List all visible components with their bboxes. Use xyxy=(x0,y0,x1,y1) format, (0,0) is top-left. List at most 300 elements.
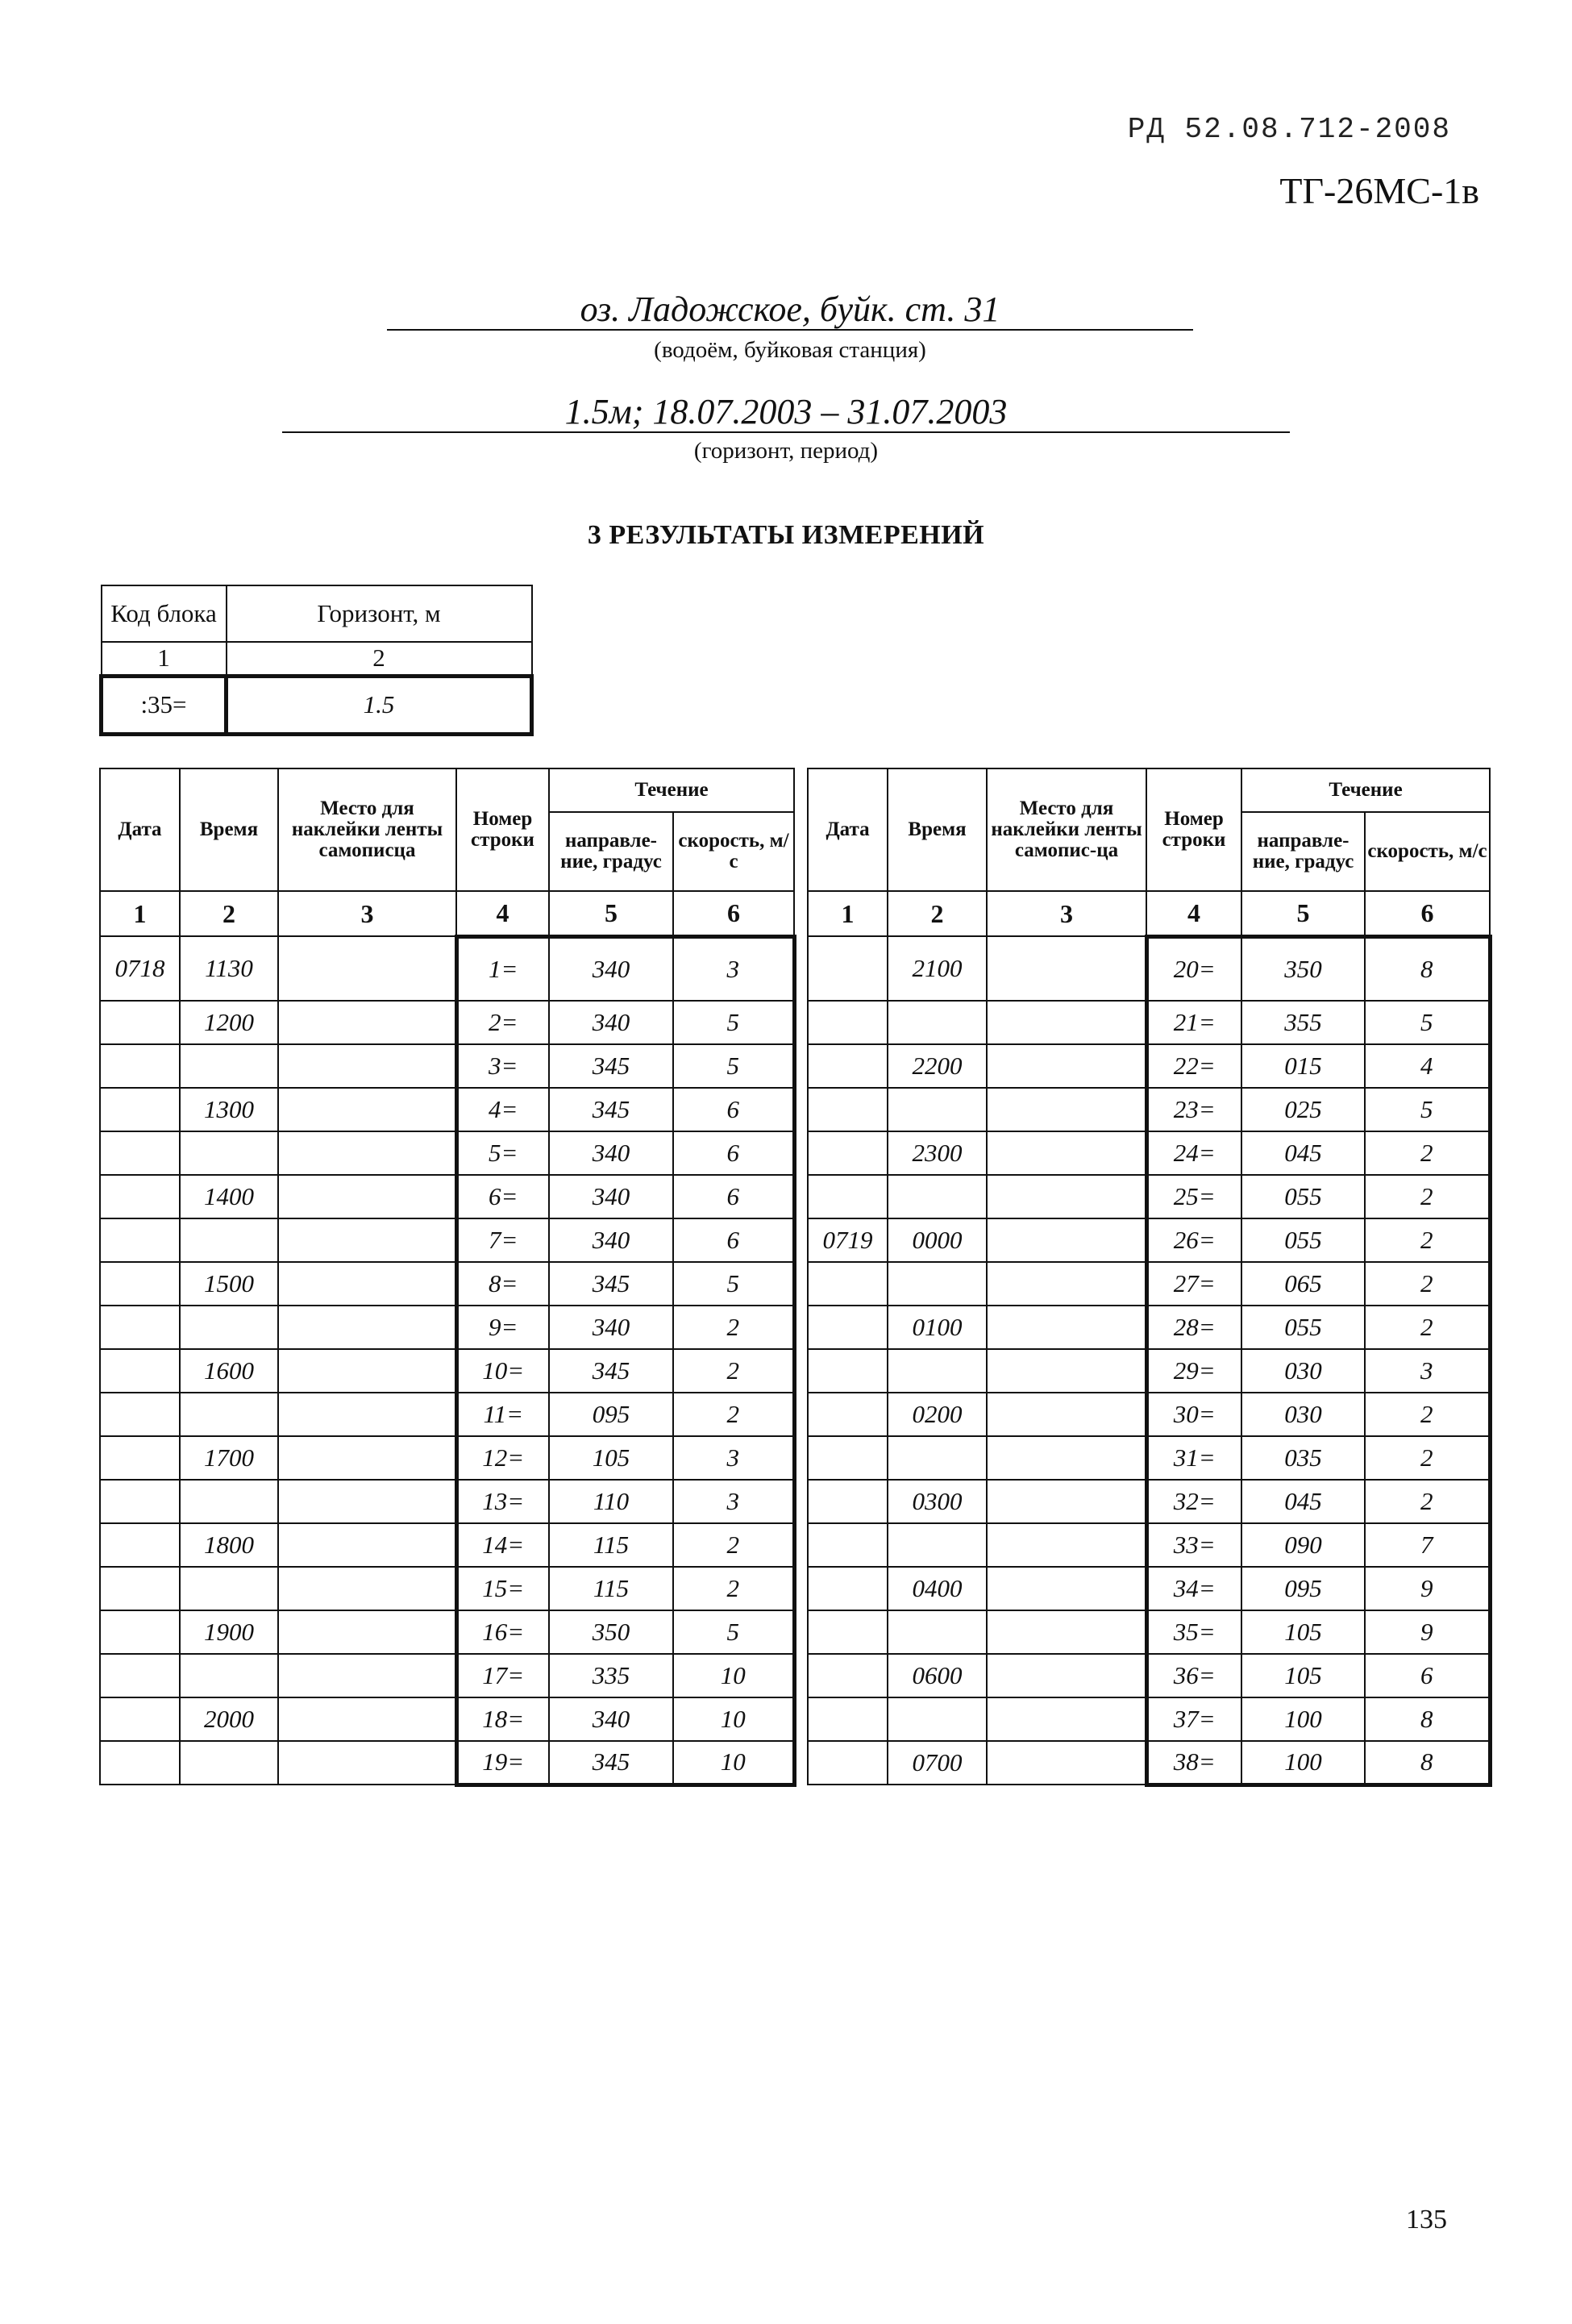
place-cell xyxy=(987,1306,1146,1349)
line-number-cell: 27= xyxy=(1146,1262,1241,1306)
speed-cell: 9 xyxy=(1365,1610,1490,1654)
place-cell xyxy=(987,1567,1146,1610)
column-number: 2 xyxy=(180,891,278,936)
speed-cell: 8 xyxy=(1365,1697,1490,1741)
time-cell: 0700 xyxy=(888,1741,987,1785)
line-number-cell: 37= xyxy=(1146,1697,1241,1741)
date-cell xyxy=(808,1175,888,1218)
direction-cell: 350 xyxy=(1241,936,1365,1001)
date-cell xyxy=(808,1567,888,1610)
time-cell xyxy=(888,1088,987,1131)
speed-cell: 5 xyxy=(1365,1001,1490,1044)
table-row xyxy=(100,936,1490,1001)
time-header: Время xyxy=(180,768,278,891)
line-number-cell: 17= xyxy=(456,1654,549,1697)
place-cell xyxy=(987,1131,1146,1175)
table-gap xyxy=(794,1175,808,1218)
date-cell: 0719 xyxy=(808,1218,888,1262)
place-cell xyxy=(987,1218,1146,1262)
table-gap xyxy=(794,1218,808,1262)
speed-cell: 5 xyxy=(673,1262,794,1306)
column-number: 3 xyxy=(987,891,1146,936)
place-cell xyxy=(987,1349,1146,1393)
line-number-cell: 23= xyxy=(1146,1088,1241,1131)
place-cell xyxy=(278,1262,456,1306)
direction-cell: 065 xyxy=(1241,1262,1365,1306)
time-cell xyxy=(180,1480,278,1523)
date-cell xyxy=(808,1697,888,1741)
place-cell xyxy=(987,1088,1146,1131)
place-header: Место для наклейки ленты самописца xyxy=(278,768,456,891)
place-cell xyxy=(278,1393,456,1436)
time-cell: 0000 xyxy=(888,1218,987,1262)
table-row xyxy=(100,1480,1490,1523)
speed-cell: 2 xyxy=(1365,1306,1490,1349)
speed-cell: 5 xyxy=(1365,1088,1490,1131)
table-row xyxy=(100,1697,1490,1741)
line-number-cell: 30= xyxy=(1146,1393,1241,1436)
table-gap xyxy=(794,1088,808,1131)
speed-header: скорость, м/с xyxy=(1365,812,1490,891)
date-cell xyxy=(100,1218,180,1262)
time-cell: 1900 xyxy=(180,1610,278,1654)
direction-cell: 105 xyxy=(1241,1654,1365,1697)
time-cell: 0200 xyxy=(888,1393,987,1436)
table-gap xyxy=(794,936,808,1001)
table-row xyxy=(100,1436,1490,1480)
date-cell xyxy=(100,1610,180,1654)
date-cell xyxy=(100,1654,180,1697)
column-number: 4 xyxy=(1146,891,1241,936)
horizon-period-field xyxy=(282,394,1290,433)
line-number-cell: 18= xyxy=(456,1697,549,1741)
place-cell xyxy=(278,1131,456,1175)
line-number-header: Номер строки xyxy=(1146,768,1241,891)
table-gap xyxy=(794,1697,808,1741)
table-row xyxy=(100,1567,1490,1610)
direction-cell: 340 xyxy=(549,1697,673,1741)
date-cell xyxy=(808,1741,888,1785)
table-gap xyxy=(794,1131,808,1175)
line-number-cell: 24= xyxy=(1146,1131,1241,1175)
line-number-cell: 14= xyxy=(456,1523,549,1567)
table-gap xyxy=(794,1654,808,1697)
station-field xyxy=(387,289,1193,331)
place-cell xyxy=(987,1001,1146,1044)
direction-cell: 100 xyxy=(1241,1741,1365,1785)
speed-cell: 2 xyxy=(673,1393,794,1436)
speed-cell: 2 xyxy=(1365,1218,1490,1262)
date-cell xyxy=(808,1001,888,1044)
date-cell xyxy=(808,1044,888,1088)
line-number-cell: 33= xyxy=(1146,1523,1241,1567)
table-row xyxy=(100,1741,1490,1785)
station-value: оз. Ладожское, буйк. ст. 31 xyxy=(580,289,1000,329)
time-cell: 2000 xyxy=(180,1697,278,1741)
place-cell xyxy=(987,1175,1146,1218)
date-cell xyxy=(808,936,888,1001)
direction-cell: 340 xyxy=(549,1306,673,1349)
table-row xyxy=(100,1306,1490,1349)
place-cell xyxy=(278,1175,456,1218)
place-cell xyxy=(278,1088,456,1131)
line-number-cell: 12= xyxy=(456,1436,549,1480)
date-header: Дата xyxy=(100,768,180,891)
table-gap xyxy=(794,1523,808,1567)
block-code-header: Код блока xyxy=(102,585,227,642)
time-cell xyxy=(180,1741,278,1785)
time-cell: 2200 xyxy=(888,1044,987,1088)
line-number-cell: 2= xyxy=(456,1001,549,1044)
date-cell xyxy=(100,1741,180,1785)
speed-cell: 9 xyxy=(1365,1567,1490,1610)
section-title: 3 РЕЗУЛЬТАТЫ ИЗМЕРЕНИЙ xyxy=(587,520,985,550)
date-cell xyxy=(808,1523,888,1567)
speed-cell: 3 xyxy=(673,936,794,1001)
speed-cell: 4 xyxy=(1365,1044,1490,1088)
line-number-cell: 26= xyxy=(1146,1218,1241,1262)
place-cell xyxy=(278,936,456,1001)
date-cell xyxy=(100,1262,180,1306)
date-cell xyxy=(808,1306,888,1349)
date-cell: 0718 xyxy=(100,936,180,1001)
date-cell xyxy=(808,1436,888,1480)
speed-cell: 8 xyxy=(1365,1741,1490,1785)
speed-cell: 2 xyxy=(1365,1480,1490,1523)
time-cell: 1130 xyxy=(180,936,278,1001)
speed-header: скорость, м/с xyxy=(673,812,794,891)
direction-header: направле-ние, градус xyxy=(1241,812,1365,891)
speed-cell: 2 xyxy=(1365,1393,1490,1436)
horizon-period-value: 1.5м; 18.07.2003 – 31.07.2003 xyxy=(564,392,1008,431)
time-cell xyxy=(888,1262,987,1306)
direction-cell: 340 xyxy=(549,1001,673,1044)
time-cell xyxy=(180,1393,278,1436)
direction-cell: 055 xyxy=(1241,1175,1365,1218)
line-number-cell: 22= xyxy=(1146,1044,1241,1088)
place-cell xyxy=(987,1610,1146,1654)
place-cell xyxy=(278,1306,456,1349)
date-cell xyxy=(100,1393,180,1436)
direction-cell: 345 xyxy=(549,1044,673,1088)
speed-cell: 2 xyxy=(673,1306,794,1349)
direction-cell: 015 xyxy=(1241,1044,1365,1088)
date-cell xyxy=(100,1480,180,1523)
direction-cell: 095 xyxy=(549,1393,673,1436)
line-number-header: Номер строки xyxy=(456,768,549,891)
time-cell xyxy=(180,1654,278,1697)
direction-cell: 030 xyxy=(1241,1349,1365,1393)
date-cell xyxy=(808,1088,888,1131)
place-cell xyxy=(987,1262,1146,1306)
place-cell xyxy=(987,1654,1146,1697)
place-cell xyxy=(987,1393,1146,1436)
direction-cell: 105 xyxy=(1241,1610,1365,1654)
place-cell xyxy=(278,1610,456,1654)
measurements-table xyxy=(99,768,1492,1787)
block-col-number: 1 xyxy=(102,642,227,676)
column-number: 5 xyxy=(549,891,673,936)
speed-cell: 10 xyxy=(673,1697,794,1741)
place-cell xyxy=(987,1523,1146,1567)
date-cell xyxy=(100,1349,180,1393)
direction-cell: 055 xyxy=(1241,1218,1365,1262)
speed-cell: 6 xyxy=(673,1218,794,1262)
table-row xyxy=(100,1654,1490,1697)
date-cell xyxy=(100,1697,180,1741)
date-cell xyxy=(808,1610,888,1654)
speed-cell: 2 xyxy=(673,1523,794,1567)
line-number-cell: 29= xyxy=(1146,1349,1241,1393)
column-number: 6 xyxy=(1365,891,1490,936)
line-number-cell: 32= xyxy=(1146,1480,1241,1523)
date-cell xyxy=(808,1480,888,1523)
table-row xyxy=(100,1001,1490,1044)
line-number-cell: 31= xyxy=(1146,1436,1241,1480)
horizon-header: Горизонт, м xyxy=(227,585,532,642)
direction-cell: 030 xyxy=(1241,1393,1365,1436)
table-gap xyxy=(794,1349,808,1393)
direction-cell: 055 xyxy=(1241,1306,1365,1349)
table-row xyxy=(100,1131,1490,1175)
table-gap xyxy=(794,1393,808,1436)
table-row xyxy=(100,1088,1490,1131)
date-cell xyxy=(808,1131,888,1175)
direction-cell: 035 xyxy=(1241,1436,1365,1480)
line-number-cell: 7= xyxy=(456,1218,549,1262)
block-col-number: 2 xyxy=(227,642,532,676)
line-number-cell: 15= xyxy=(456,1567,549,1610)
line-number-cell: 8= xyxy=(456,1262,549,1306)
time-cell: 0300 xyxy=(888,1480,987,1523)
time-cell: 0600 xyxy=(888,1654,987,1697)
block-table xyxy=(99,585,534,736)
line-number-cell: 10= xyxy=(456,1349,549,1393)
direction-cell: 090 xyxy=(1241,1523,1365,1567)
time-cell xyxy=(180,1044,278,1088)
line-number-cell: 25= xyxy=(1146,1175,1241,1218)
time-cell xyxy=(888,1175,987,1218)
column-number: 5 xyxy=(1241,891,1365,936)
place-cell xyxy=(278,1654,456,1697)
time-cell: 1200 xyxy=(180,1001,278,1044)
table-row xyxy=(100,1523,1490,1567)
column-number: 6 xyxy=(673,891,794,936)
direction-cell: 095 xyxy=(1241,1567,1365,1610)
speed-cell: 5 xyxy=(673,1044,794,1088)
column-number: 4 xyxy=(456,891,549,936)
current-header: Течение xyxy=(1241,768,1490,812)
time-cell: 1800 xyxy=(180,1523,278,1567)
place-cell xyxy=(987,1436,1146,1480)
column-number: 1 xyxy=(808,891,888,936)
place-cell xyxy=(987,936,1146,1001)
line-number-cell: 21= xyxy=(1146,1001,1241,1044)
speed-cell: 8 xyxy=(1365,936,1490,1001)
place-cell xyxy=(278,1697,456,1741)
line-number-cell: 5= xyxy=(456,1131,549,1175)
date-cell xyxy=(808,1349,888,1393)
line-number-cell: 16= xyxy=(456,1610,549,1654)
direction-cell: 045 xyxy=(1241,1131,1365,1175)
speed-cell: 10 xyxy=(673,1741,794,1785)
line-number-cell: 4= xyxy=(456,1088,549,1131)
direction-cell: 115 xyxy=(549,1567,673,1610)
direction-cell: 345 xyxy=(549,1088,673,1131)
table-gap xyxy=(794,768,808,891)
speed-cell: 10 xyxy=(673,1654,794,1697)
date-cell xyxy=(808,1393,888,1436)
date-cell xyxy=(100,1306,180,1349)
horizon-period-caption: (горизонт, период) xyxy=(693,438,879,464)
date-header: Дата xyxy=(808,768,888,891)
speed-cell: 6 xyxy=(673,1088,794,1131)
speed-cell: 2 xyxy=(673,1349,794,1393)
date-cell xyxy=(808,1654,888,1697)
measurement-rows xyxy=(100,936,1490,1785)
horizon-value: 1.5 xyxy=(227,676,532,734)
line-number-cell: 13= xyxy=(456,1480,549,1523)
direction-cell: 100 xyxy=(1241,1697,1365,1741)
time-header: Время xyxy=(888,768,987,891)
speed-cell: 6 xyxy=(673,1131,794,1175)
table-row xyxy=(100,1218,1490,1262)
table-row xyxy=(100,1175,1490,1218)
place-cell xyxy=(278,1741,456,1785)
date-cell xyxy=(100,1523,180,1567)
place-header: Место для наклейки ленты самопис-ца xyxy=(987,768,1146,891)
line-number-cell: 28= xyxy=(1146,1306,1241,1349)
direction-cell: 105 xyxy=(549,1436,673,1480)
time-cell: 1400 xyxy=(180,1175,278,1218)
table-row xyxy=(100,1393,1490,1436)
speed-cell: 2 xyxy=(1365,1175,1490,1218)
column-number: 2 xyxy=(888,891,987,936)
speed-cell: 6 xyxy=(673,1175,794,1218)
table-row xyxy=(100,1044,1490,1088)
time-cell: 1700 xyxy=(180,1436,278,1480)
date-cell xyxy=(100,1567,180,1610)
speed-cell: 6 xyxy=(1365,1654,1490,1697)
place-cell xyxy=(987,1697,1146,1741)
station-caption: (водоём, буйковая станция) xyxy=(654,337,926,363)
line-number-cell: 3= xyxy=(456,1044,549,1088)
speed-cell: 2 xyxy=(673,1567,794,1610)
table-gap xyxy=(794,1044,808,1088)
current-header: Течение xyxy=(549,768,794,812)
block-code-value: :35= xyxy=(102,676,227,734)
time-cell xyxy=(180,1567,278,1610)
direction-cell: 340 xyxy=(549,1175,673,1218)
speed-cell: 2 xyxy=(1365,1436,1490,1480)
place-cell xyxy=(278,1218,456,1262)
date-cell xyxy=(100,1088,180,1131)
column-number: 3 xyxy=(278,891,456,936)
table-gap xyxy=(794,1567,808,1610)
place-cell xyxy=(987,1044,1146,1088)
direction-cell: 345 xyxy=(549,1262,673,1306)
direction-cell: 115 xyxy=(549,1523,673,1567)
direction-cell: 340 xyxy=(549,936,673,1001)
table-gap xyxy=(794,1262,808,1306)
time-cell xyxy=(888,1523,987,1567)
speed-cell: 2 xyxy=(1365,1262,1490,1306)
time-cell: 2300 xyxy=(888,1131,987,1175)
place-cell xyxy=(278,1349,456,1393)
direction-cell: 045 xyxy=(1241,1480,1365,1523)
date-cell xyxy=(100,1131,180,1175)
time-cell: 0100 xyxy=(888,1306,987,1349)
time-cell xyxy=(180,1218,278,1262)
table-gap xyxy=(794,1480,808,1523)
time-cell xyxy=(180,1306,278,1349)
table-row xyxy=(100,1262,1490,1306)
time-cell xyxy=(888,1697,987,1741)
direction-cell: 340 xyxy=(549,1131,673,1175)
line-number-cell: 35= xyxy=(1146,1610,1241,1654)
time-cell xyxy=(888,1610,987,1654)
place-cell xyxy=(987,1480,1146,1523)
direction-cell: 340 xyxy=(549,1218,673,1262)
line-number-cell: 9= xyxy=(456,1306,549,1349)
time-cell xyxy=(888,1349,987,1393)
place-cell xyxy=(278,1436,456,1480)
line-number-cell: 20= xyxy=(1146,936,1241,1001)
direction-cell: 355 xyxy=(1241,1001,1365,1044)
table-gap xyxy=(794,1610,808,1654)
direction-header: направле-ние, градус xyxy=(549,812,673,891)
line-number-cell: 1= xyxy=(456,936,549,1001)
table-gap xyxy=(794,1306,808,1349)
speed-cell: 3 xyxy=(673,1436,794,1480)
place-cell xyxy=(278,1567,456,1610)
document-number: РД 52.08.712-2008 xyxy=(1127,113,1451,146)
speed-cell: 5 xyxy=(673,1610,794,1654)
direction-cell: 110 xyxy=(549,1480,673,1523)
place-cell xyxy=(987,1741,1146,1785)
table-row xyxy=(100,1349,1490,1393)
line-number-cell: 34= xyxy=(1146,1567,1241,1610)
date-cell xyxy=(100,1175,180,1218)
date-cell xyxy=(808,1262,888,1306)
time-cell: 0400 xyxy=(888,1567,987,1610)
speed-cell: 5 xyxy=(673,1001,794,1044)
time-cell: 1300 xyxy=(180,1088,278,1131)
line-number-cell: 36= xyxy=(1146,1654,1241,1697)
column-number: 1 xyxy=(100,891,180,936)
page-number: 135 xyxy=(1406,2205,1447,2234)
table-gap xyxy=(794,1001,808,1044)
place-cell xyxy=(278,1523,456,1567)
speed-cell: 3 xyxy=(1365,1349,1490,1393)
place-cell xyxy=(278,1480,456,1523)
line-number-cell: 38= xyxy=(1146,1741,1241,1785)
form-code: ТГ-26МС-1в xyxy=(1279,170,1479,211)
speed-cell: 7 xyxy=(1365,1523,1490,1567)
direction-cell: 350 xyxy=(549,1610,673,1654)
table-gap xyxy=(794,1436,808,1480)
time-cell: 1600 xyxy=(180,1349,278,1393)
time-cell xyxy=(888,1436,987,1480)
direction-cell: 335 xyxy=(549,1654,673,1697)
direction-cell: 025 xyxy=(1241,1088,1365,1131)
date-cell xyxy=(100,1436,180,1480)
time-cell: 1500 xyxy=(180,1262,278,1306)
line-number-cell: 11= xyxy=(456,1393,549,1436)
place-cell xyxy=(278,1044,456,1088)
table-row xyxy=(100,1610,1490,1654)
line-number-cell: 19= xyxy=(456,1741,549,1785)
